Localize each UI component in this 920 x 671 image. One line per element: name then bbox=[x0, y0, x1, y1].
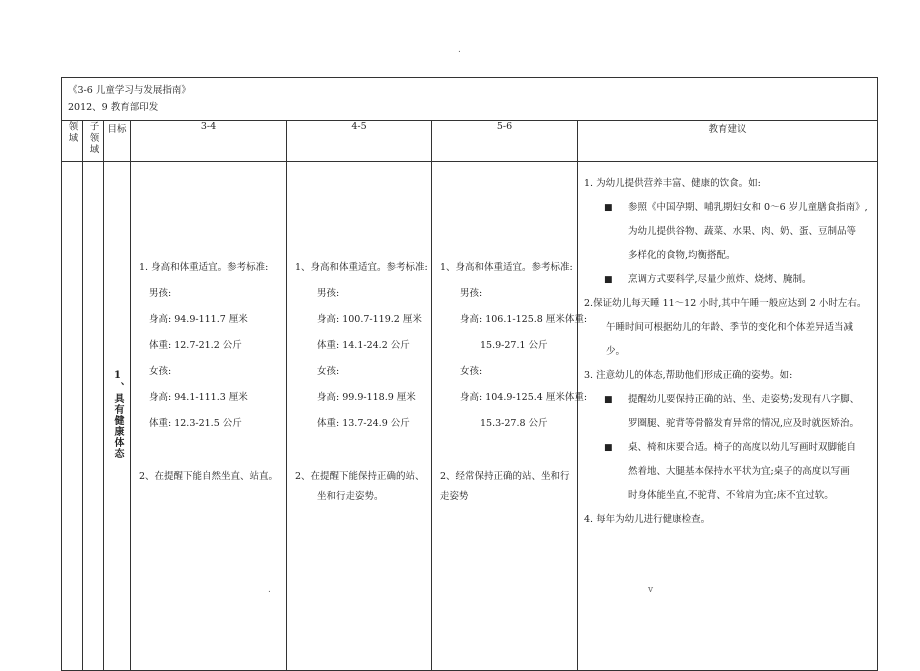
bullet-icon: ■ bbox=[604, 203, 613, 213]
advice-bullet bbox=[584, 388, 871, 436]
domain-cell bbox=[62, 162, 83, 671]
text-block bbox=[440, 467, 570, 507]
header-age-3-4: 3-4 bbox=[131, 121, 287, 162]
text-line: 2、在提醒下能保持正确的站、 bbox=[295, 471, 425, 482]
text-line: 15.3-27.8 公斤 bbox=[480, 418, 548, 429]
page-mark-top: . bbox=[458, 45, 461, 55]
doc-title: 《3-6 儿童学习与发展指南》 bbox=[68, 85, 191, 96]
text-line: 男孩: bbox=[460, 288, 483, 299]
content-row bbox=[62, 162, 878, 671]
text-line: 罗圈腿、驼背等骨骼发育异常的情况,应及时就医矫治。 bbox=[628, 418, 860, 429]
guideline-table bbox=[61, 77, 878, 671]
advice-item: 2.保证幼儿每天睡 11～12 小时,其中午睡一般应达到 2 小时左右。 bbox=[584, 298, 867, 309]
goal-cell bbox=[104, 162, 131, 671]
age-5-6-cell bbox=[432, 162, 588, 671]
page-mark-bottom-right: v bbox=[648, 585, 654, 595]
subdomain-cell bbox=[83, 162, 104, 671]
text-block bbox=[295, 467, 425, 507]
text-line: 提醒幼儿要保持正确的站、坐、走姿势;发现有八字脚、 bbox=[628, 394, 860, 405]
header-subdomain: 子领域 bbox=[83, 121, 104, 162]
bullet-icon: ■ bbox=[604, 443, 613, 453]
text-line: 体重: 12.7-21.2 公斤 bbox=[149, 340, 242, 351]
text-line: 午睡时间可根据幼儿的年龄、季节的变化和个体差异适当减 bbox=[606, 322, 854, 333]
text-line: 女孩: bbox=[460, 366, 483, 377]
text-line: 烹调方式要科学,尽量少煎炸、烧烤、腌制。 bbox=[628, 274, 812, 285]
text-line: 坐和行走姿势。 bbox=[317, 491, 384, 502]
advice-cell bbox=[578, 162, 878, 671]
text-line: 1、身高和体重适宜。参考标准: bbox=[440, 262, 573, 273]
advice-item: 3. 注意幼儿的体态,帮助他们形成正确的姿势。如: bbox=[584, 370, 793, 381]
text-line: 身高: 99.9-118.9 厘米 bbox=[317, 392, 416, 403]
text-line: 1. 身高和体重适宜。参考标准: bbox=[139, 262, 269, 273]
header-advice: 教育建议 bbox=[578, 121, 878, 162]
text-line: 2、在提醒下能自然坐直、站直。 bbox=[139, 471, 279, 482]
text-line: 走姿势 bbox=[440, 491, 469, 502]
text-line: 然着地、大腿基本保持水平状为宜;桌子的高度以写画 bbox=[628, 466, 850, 477]
doc-subtitle: 2012、9 教育部印发 bbox=[68, 102, 159, 113]
advice-item: 1. 为幼儿提供营养丰富、健康的饮食。如: bbox=[584, 178, 761, 189]
text-line: 少。 bbox=[606, 346, 626, 357]
bullet-icon: ■ bbox=[604, 395, 613, 405]
text-line: 时身体能坐直,不驼背、不耸肩为宜;床不宜过软。 bbox=[628, 490, 834, 501]
text-line: 女孩: bbox=[317, 366, 340, 377]
text-line: 身高: 100.7-119.2 厘米 bbox=[317, 314, 422, 325]
text-line: 1、身高和体重适宜。参考标准: bbox=[295, 262, 428, 273]
text-line: 体重: 14.1-24.2 公斤 bbox=[317, 340, 410, 351]
text-line: 身高: 104.9-125.4 厘米体重: bbox=[460, 392, 588, 403]
text-line: 男孩: bbox=[149, 288, 172, 299]
age-3-4-cell bbox=[131, 162, 287, 671]
advice-bullet bbox=[584, 196, 871, 268]
header-domain: 领域 bbox=[62, 121, 83, 162]
header-row bbox=[62, 121, 878, 162]
text-line: 2、经常保持正确的站、坐和行 bbox=[440, 471, 570, 482]
text-line: 为幼儿提供谷物、蔬菜、水果、肉、奶、蛋、豆制品等 bbox=[628, 226, 857, 237]
page-mark-bottom-left: . bbox=[268, 585, 271, 595]
header-age-5-6: 5-6 bbox=[432, 121, 578, 162]
advice-bullet bbox=[584, 268, 871, 292]
text-line: 男孩: bbox=[317, 288, 340, 299]
text-line: 15.9-27.1 公斤 bbox=[480, 340, 548, 351]
goal-label: 1、具有健康体态 bbox=[112, 370, 123, 459]
text-line: 参照《中国孕期、哺乳期妇女和 0～6 岁儿童膳食指南》, bbox=[628, 202, 868, 213]
bullet-icon: ■ bbox=[604, 275, 613, 285]
advice-bullet bbox=[584, 436, 871, 508]
text-line: 身高: 94.1-111.3 厘米 bbox=[149, 392, 248, 403]
text-line: 桌、椅和床要合适。椅子的高度以幼儿写画时双脚能自 bbox=[628, 442, 857, 453]
text-line: 身高: 94.9-111.7 厘米 bbox=[149, 314, 248, 325]
header-age-4-5: 4-5 bbox=[287, 121, 432, 162]
text-line: 体重: 13.7-24.9 公斤 bbox=[317, 418, 410, 429]
text-line: 身高: 106.1-125.8 厘米体重: bbox=[460, 314, 588, 325]
title-cell bbox=[62, 78, 878, 121]
advice-item: 4. 每年为幼儿进行健康检查。 bbox=[584, 514, 711, 525]
header-goal: 目标 bbox=[104, 121, 131, 162]
age-4-5-cell bbox=[287, 162, 432, 671]
text-line: 多样化的食物,均衡搭配。 bbox=[628, 250, 736, 261]
text-line: 女孩: bbox=[149, 366, 172, 377]
text-line: 体重: 12.3-21.5 公斤 bbox=[149, 418, 242, 429]
